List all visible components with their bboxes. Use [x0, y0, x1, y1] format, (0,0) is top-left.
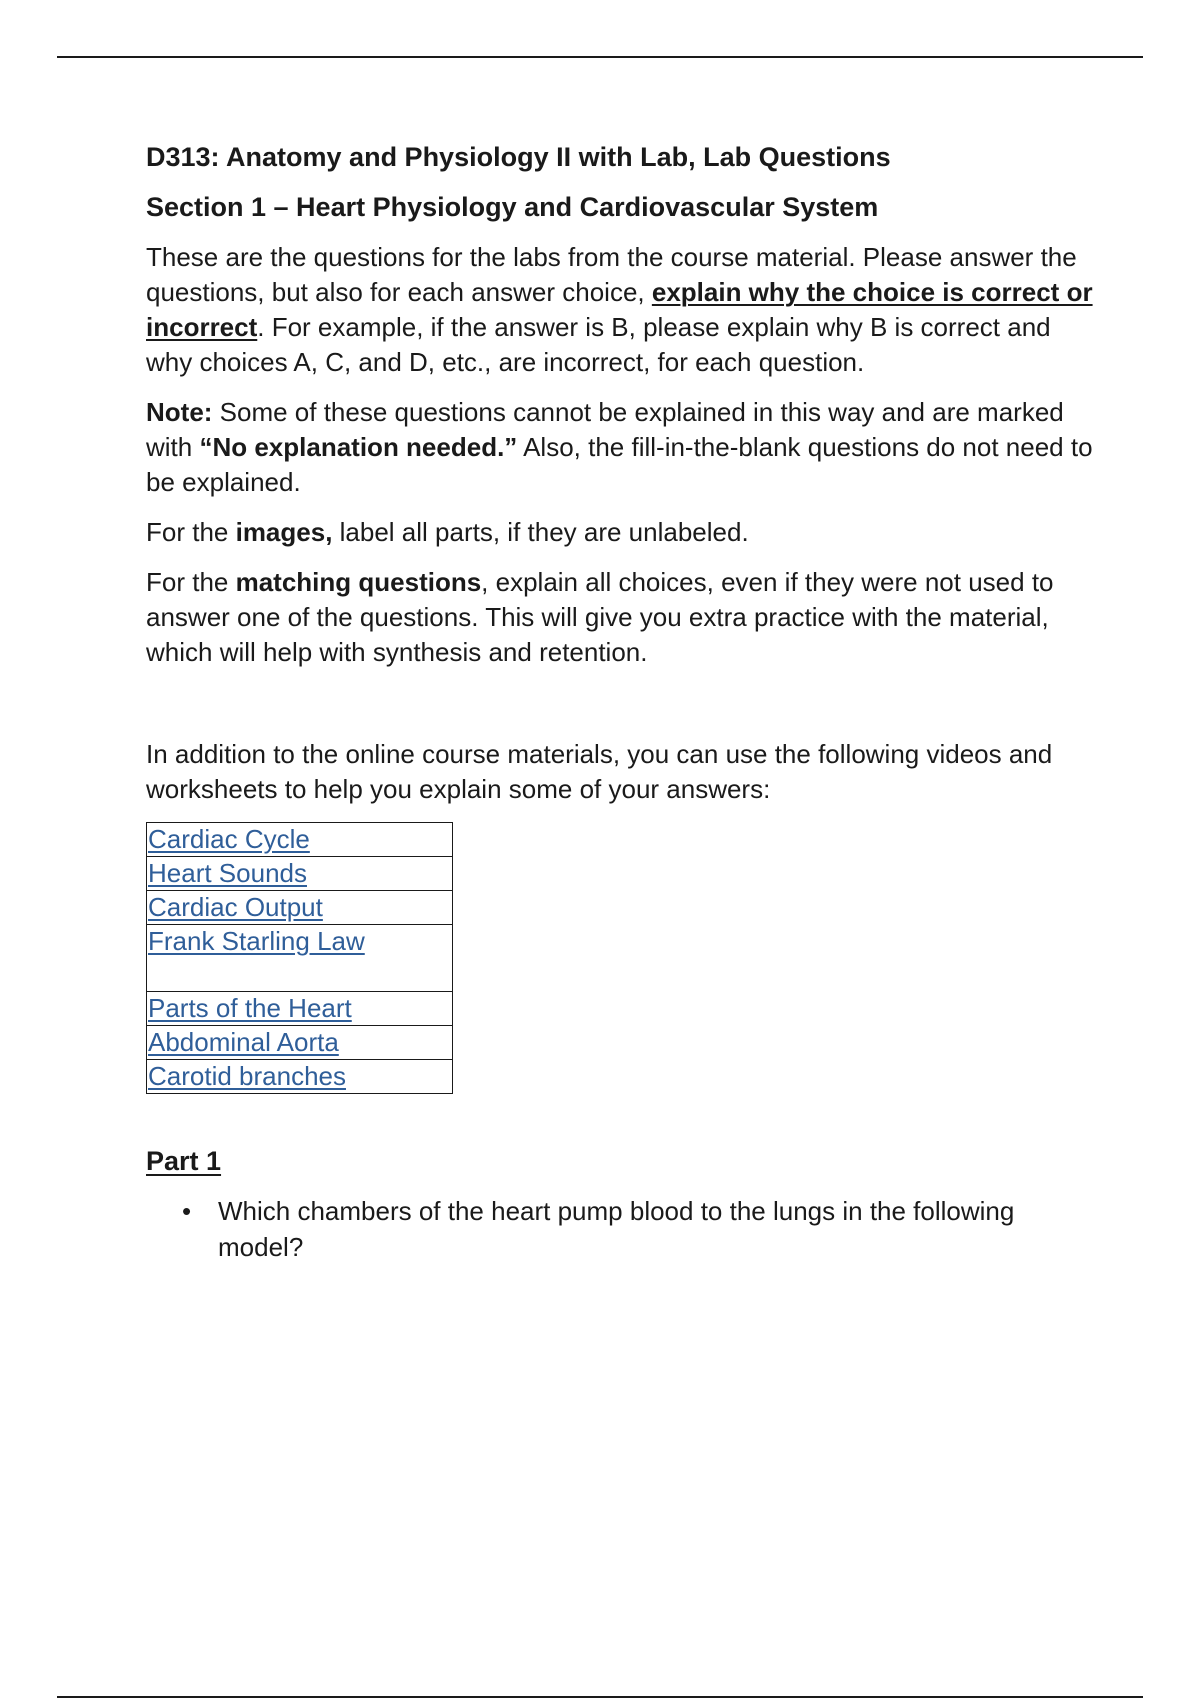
- intro-paragraph: [146, 240, 1096, 380]
- table-cell: [147, 857, 453, 891]
- table-cell: [147, 891, 453, 925]
- note-label: Note:: [146, 397, 213, 427]
- images-paragraph: [146, 515, 1096, 550]
- question-text: Which chambers of the heart pump blood to the lungs in the following model?: [218, 1196, 1015, 1262]
- table-row: [147, 925, 453, 992]
- images-text-1: For the: [146, 517, 236, 547]
- document-body: [146, 140, 1096, 1265]
- note-paragraph: [146, 395, 1096, 500]
- bullet-icon: •: [182, 1196, 192, 1226]
- intro-text-1: These are the questions for the labs from the course material. Please answer the questions, but also for each answer choice,: [146, 242, 1077, 307]
- resource-links-table: [146, 822, 453, 1094]
- link-carotid-branches[interactable]: Carotid branches: [148, 1061, 346, 1091]
- link-parts-of-the-heart[interactable]: Parts of the Heart: [148, 993, 352, 1023]
- table-cell: [147, 823, 453, 857]
- table-row: [147, 1060, 453, 1094]
- blank-line: [146, 685, 1096, 737]
- link-cardiac-cycle[interactable]: Cardiac Cycle: [148, 824, 310, 854]
- images-emphasis: images,: [235, 517, 333, 547]
- table-cell: [147, 1026, 453, 1060]
- link-cardiac-output[interactable]: Cardiac Output: [148, 892, 323, 922]
- table-row: [147, 992, 453, 1026]
- link-frank-starling-law[interactable]: Frank Starling Law: [148, 926, 365, 956]
- note-text-1: Some of these questions cannot be explained in this way and are marked with: [146, 397, 1064, 462]
- table-cell: [147, 1060, 453, 1094]
- header-rule: [57, 56, 1143, 58]
- footer-rule: [57, 1696, 1143, 1698]
- images-text-2: label all parts, if they are unlabeled.: [332, 517, 749, 547]
- table-row: [147, 823, 453, 857]
- matching-text-2: , explain all choices, even if they were not used to answer one of the questions. This will give you extra practice with the material, which will help with synthesis and retention.: [146, 567, 1054, 667]
- document-title: D313: Anatomy and Physiology II with Lab, Lab Questions: [146, 142, 891, 172]
- table-row: [147, 1026, 453, 1060]
- intro-text-2: . For example, if the answer is B, please explain why B is correct and why choices A, C, and D, etc., are incorrect, for each question.: [146, 312, 1051, 377]
- section-heading: Section 1 – Heart Physiology and Cardiovascular System: [146, 192, 879, 222]
- question-list: [146, 1193, 1096, 1265]
- note-text-2: Also, the fill-in-the-blank questions do not need to be explained.: [146, 432, 1093, 497]
- matching-emphasis: matching questions: [235, 567, 482, 597]
- resources-intro: In addition to the online course materials, you can use the following videos and worksheets to help you explain some of your answers:: [146, 739, 1053, 804]
- table-row: [147, 891, 453, 925]
- note-emphasis: “No explanation needed.”: [199, 432, 518, 462]
- matching-text-1: For the: [146, 567, 236, 597]
- link-heart-sounds[interactable]: Heart Sounds: [148, 858, 307, 888]
- table-cell: [147, 925, 453, 992]
- matching-paragraph: [146, 565, 1096, 670]
- table-cell: [147, 992, 453, 1026]
- list-item: [182, 1193, 1096, 1265]
- link-abdominal-aorta[interactable]: Abdominal Aorta: [148, 1027, 339, 1057]
- intro-emphasis: explain why the choice is correct or incorrect: [146, 277, 1093, 342]
- table-row: [147, 857, 453, 891]
- part-heading: Part 1: [146, 1146, 222, 1176]
